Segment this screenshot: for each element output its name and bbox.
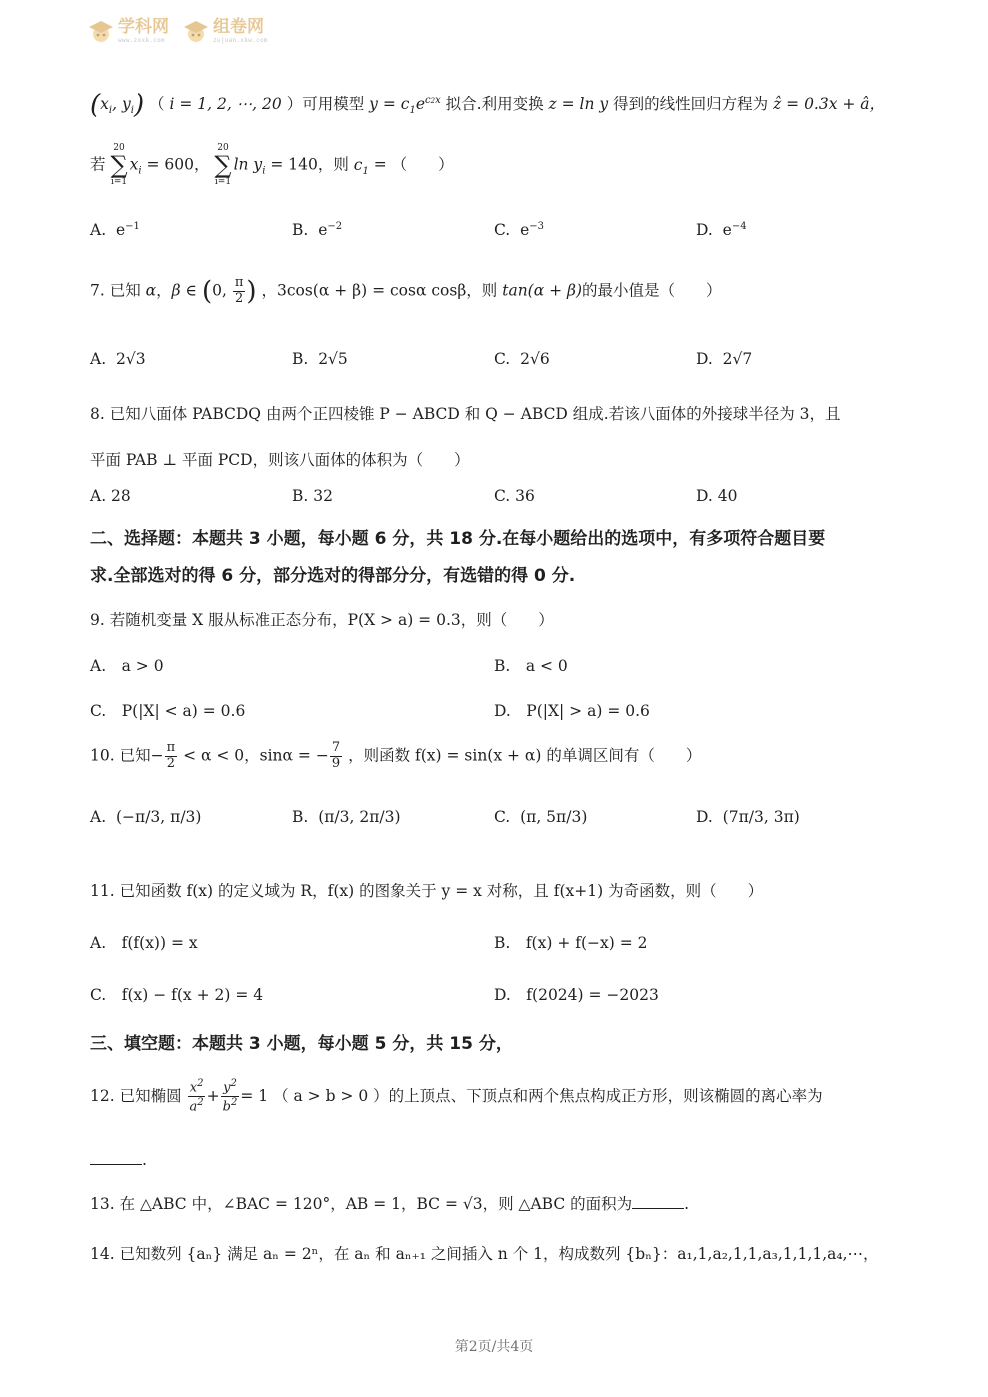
q7-option-a: A. 2√3 — [90, 350, 146, 368]
logo-xuekewang — [88, 18, 169, 44]
q9-option-d: D. P(|X| > a) = 0.6 — [494, 702, 650, 720]
logo-url: zujuan.xkw.com — [213, 36, 268, 44]
q9-stem: 9. 若随机变量 X 服从标准正态分布，P(X > a) = 0.3，则（ ） — [90, 611, 554, 629]
q9-option-a: A. a > 0 — [90, 657, 164, 675]
logo-name: 组卷网 — [213, 16, 264, 37]
section-2-heading-line2: 求.全部选对的得 6 分，部分选对的得部分分，有选错的得 0 分. — [90, 566, 576, 586]
q8-option-c: C. 36 — [494, 487, 535, 505]
q12-stem: 12. 已知椭圆 $\frac{x^2}{a^2}$ + $\frac{y^2}{b^2}$ = 1 （ a > b > 0 ）的上顶点、下顶点和两个焦点构成正方形，则该椭圆的离心率为 — [90, 1078, 823, 1115]
header-logos — [88, 14, 268, 48]
q11-option-c: C. f(x) − f(x + 2) = 4 — [90, 986, 264, 1004]
q6-option-a: A. $e^{-1}$ — [90, 221, 140, 240]
answer-blank — [632, 1194, 684, 1209]
q11-stem: 11. 已知函数 f(x) 的定义域为 R，f(x) 的图象关于 y = x 对称，且 f(x+1) 为奇函数，则（ ） — [90, 882, 764, 900]
logo-zujuanwang — [183, 18, 268, 44]
q8-stem-line1: 8. 已知八面体 PABCDQ 由两个正四棱锥 P − ABCD 和 Q − ABCD 组成.若该八面体的外接球半径为 3，且 — [90, 405, 841, 423]
q10-option-d: D. (7π/3, 3π) — [696, 808, 800, 826]
graduation-cap-icon — [88, 18, 114, 44]
logo-name: 学科网 — [118, 16, 169, 37]
q9-option-b: B. a < 0 — [494, 657, 568, 675]
q10-option-b: B. (π/3, 2π/3) — [292, 808, 401, 826]
q7-option-c: C. 2√6 — [494, 350, 550, 368]
q9-option-c: C. P(|X| < a) = 0.6 — [90, 702, 246, 720]
q6-option-b: B. $e^{-2}$ — [292, 221, 343, 240]
q8-stem-line2: 平面 PAB ⊥ 平面 PCD，则该八面体的体积为（ ） — [90, 451, 470, 469]
logo-url: www.zxxk.com — [118, 36, 165, 44]
q13-stem: 13. 在 △ABC 中，∠BAC = 120°，AB = 1，BC = √3，则 △ABC 的面积为 . — [90, 1195, 690, 1213]
q10-stem: 10. 已知− $\frac{\pi}{2}$ < α < 0，sinα = − $\frac{7}{9}$ ，则函数 f(x) = sin(x + α) 的单调区间有（ ） — [90, 740, 702, 771]
q6-option-d: D. $e^{-4}$ — [696, 221, 747, 240]
q8-option-a: A. 28 — [90, 487, 131, 505]
q6-option-c: C. $e^{-3}$ — [494, 221, 545, 240]
q11-option-d: D. f(2024) = −2023 — [494, 986, 659, 1004]
answer-blank — [90, 1150, 142, 1165]
q8-option-d: D. 40 — [696, 487, 738, 505]
graduation-cap-icon — [183, 18, 209, 44]
q6-line2: 若 20 ∑ i=1 $x_i = 600$， 20 ∑ i=1 $\ln y_i = 140$，则 $c_1$ = （ ） — [90, 143, 454, 188]
q10-option-c: C. (π, 5π/3) — [494, 808, 588, 826]
q11-option-a: A. f(f(x)) = x — [90, 934, 198, 952]
q11-option-b: B. f(x) + f(−x) = 2 — [494, 934, 648, 952]
q7-stem: 7. 已知 α，β ∈ (0, $\frac{\pi}{2}$ ) ，3cos(α + β) = cosα cosβ，则 tan(α + β)的最小值是（ ） — [90, 275, 722, 307]
q12-answer-blank: . — [90, 1150, 147, 1169]
q7-option-d: D. 2√7 — [696, 350, 753, 368]
section-2-heading-line1: 二、选择题：本题共 3 小题，每小题 6 分，共 18 分.在每小题给出的选项中，有多项符合题目要 — [90, 529, 826, 549]
section-3-heading: 三、填空题：本题共 3 小题，每小题 5 分，共 15 分， — [90, 1034, 513, 1054]
q6-line1: ($x_i$, $y_i$) （ i = 1, 2, ⋯, 20 ）可用模型 $y = c_1e^{c2x}$ 拟合.利用变换 z = ln y 得到的线性回归方程为 ẑ = 0.3x + â， — [90, 90, 886, 120]
q14-stem: 14. 已知数列 {aₙ} 满足 aₙ = 2ⁿ，在 aₙ 和 aₙ₊₁ 之间插入 n 个 1，构成数列 {bₙ}：a₁,1,a₂,1,1,a₃,1,1,1,a₄,⋯， — [90, 1245, 879, 1263]
page-number: 第2页/共4页 — [454, 1339, 534, 1355]
q8-option-b: B. 32 — [292, 487, 333, 505]
q7-option-b: B. 2√5 — [292, 350, 348, 368]
q10-option-a: A. (−π/3, π/3) — [90, 808, 202, 826]
